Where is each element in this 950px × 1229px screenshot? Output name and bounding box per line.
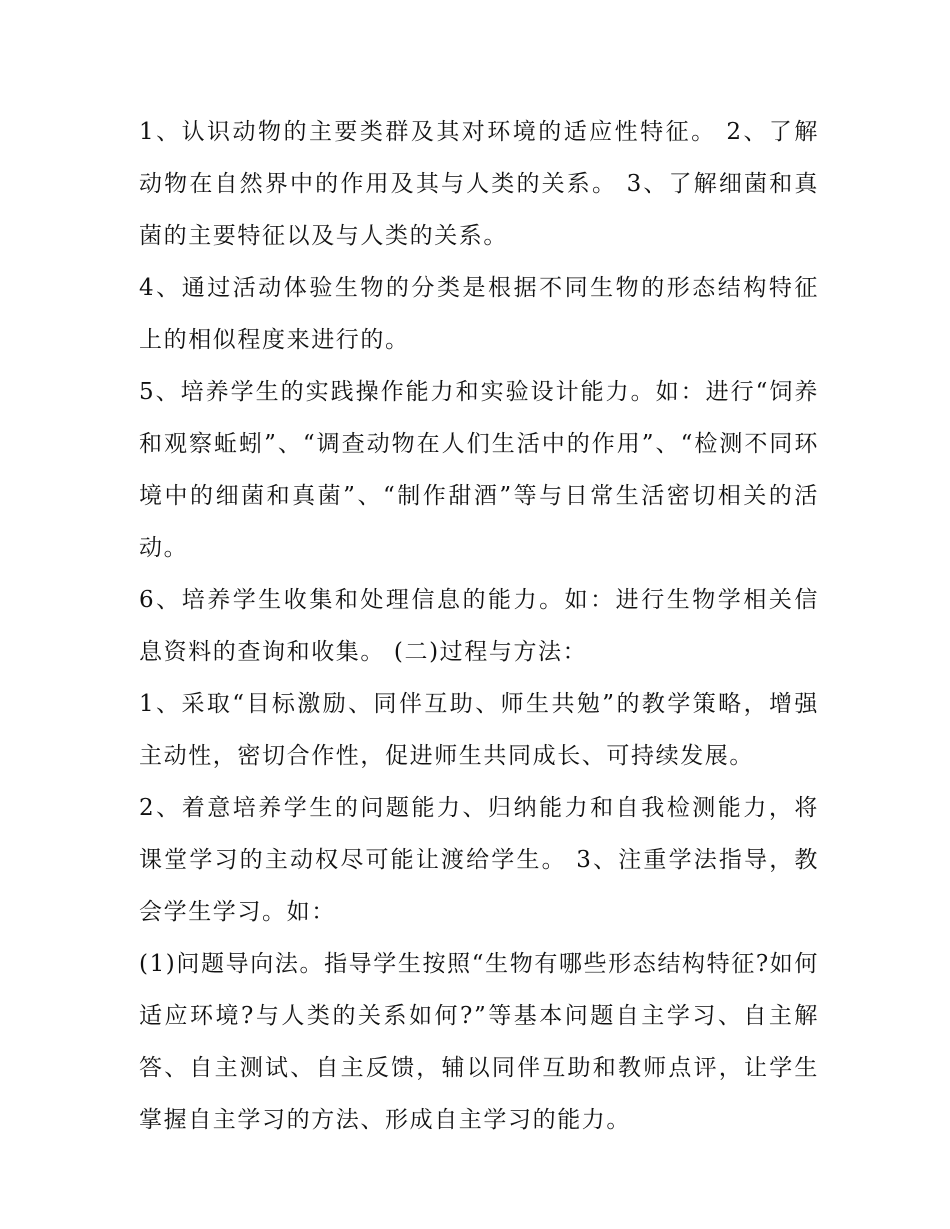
paragraph-7: (1)问题导向法。指导学生按照“生物有哪些形态结构特征?如何适应环境?与人类的关系如何?”等基本问题自主学习、自主解答、自主测试、自主反馈，辅以同伴互助和教师点评，让学生掌握自主学习的方法、形成自主学习的能力。: [139, 951, 819, 1133]
paragraph-5: 1、采取“目标激励、同伴互助、师生共勉”的教学策略，增强主动性，密切合作性，促进师生共同成长、可持续发展。: [139, 691, 819, 769]
paragraph-6: 2、着意培养学生的问题能力、归纳能力和自我检测能力，将课堂学习的主动权尽可能让渡给学生。 3、注重学法指导，教会学生学习。如：: [139, 795, 819, 925]
paragraph-1: 1、认识动物的主要类群及其对环境的适应性特征。 2、了解动物在自然界中的作用及其与人类的关系。 3、了解细菌和真菌的主要特征以及与人类的关系。: [139, 119, 819, 249]
paragraph-4: 6、培养学生收集和处理信息的能力。如：进行生物学相关信息资料的查询和收集。 (二)过程与方法：: [139, 587, 819, 665]
paragraph-2: 4、通过活动体验生物的分类是根据不同生物的形态结构特征上的相似程度来进行的。: [139, 275, 819, 353]
document-body: [139, 106, 819, 1146]
paragraph-3: 5、培养学生的实践操作能力和实验设计能力。如：进行“饲养和观察蚯蚓”、“调查动物在人们生活中的作用”、“检测不同环境中的细菌和真菌”、“制作甜酒”等与日常生活密切相关的活动。: [139, 379, 819, 561]
